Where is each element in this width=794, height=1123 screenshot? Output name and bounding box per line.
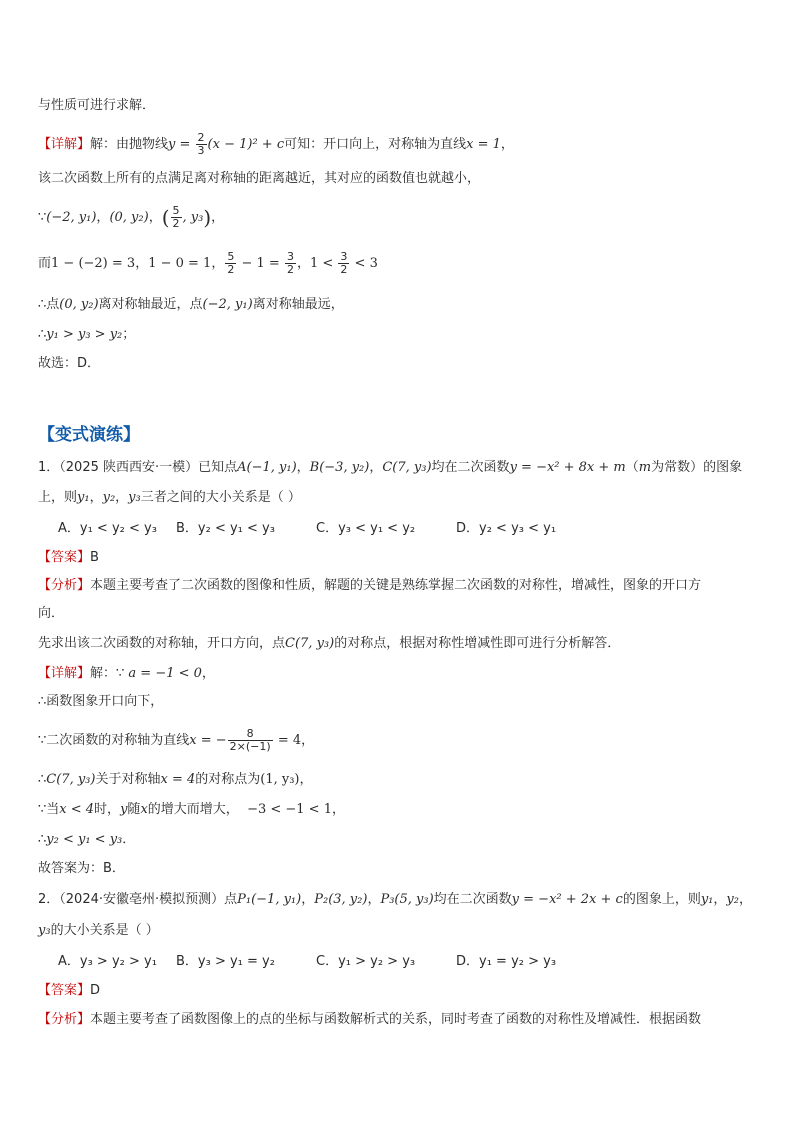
math: = 4 (273, 733, 302, 748)
text: （ (625, 460, 639, 475)
text: ， (296, 460, 310, 475)
text: ， (211, 210, 225, 225)
fraction: $\frac{3}{2}$ (340, 250, 348, 276)
math: < 3 (350, 256, 378, 271)
fraction: $\frac{3}{2}$ (286, 250, 294, 276)
text-line (38, 604, 758, 624)
text: y₃ (128, 490, 141, 505)
text: x (140, 802, 148, 817)
axis-line (38, 728, 758, 753)
math: 1 < (309, 256, 338, 271)
math: x < 4 (59, 802, 95, 817)
text: 1．（2025 陕西西安·一模）已知点 (38, 460, 238, 475)
answer-line (38, 548, 758, 568)
text: 故选：D． (38, 356, 101, 371)
text-line (38, 354, 758, 374)
text: 随 (127, 802, 141, 817)
text: ， (301, 733, 315, 748)
text: ， (500, 137, 514, 152)
text-line (38, 96, 758, 116)
math: P₂(3, y₂) (314, 892, 368, 907)
answer-line (38, 981, 758, 1001)
text: m (638, 460, 652, 475)
text: 的对称点为 (195, 772, 261, 787)
text: ， (369, 460, 383, 475)
text: ∵二次函数的对称轴为直线 (38, 733, 190, 748)
because-symbol: ∵ (38, 210, 47, 225)
detail-label: 【详解】 (38, 666, 91, 681)
math: x = 1 (466, 137, 501, 152)
text: ∴ (38, 832, 47, 847)
question-1-options (58, 519, 758, 539)
math: (0, y₂) (109, 210, 149, 225)
text-line (38, 325, 758, 345)
text: 的大小关系是（ ） (50, 923, 159, 938)
text: 可知：开口向上，对称轴为直线 (284, 137, 467, 152)
text: y₁ (77, 490, 90, 505)
math: a = −1 < 0 (128, 666, 202, 681)
option-d[interactable]: D．y₂ < y₃ < y₁ (456, 521, 557, 536)
text: ) (203, 205, 212, 230)
text: ∴ (38, 327, 47, 342)
text: 时， (94, 802, 121, 817)
text: 解：由抛物线 (90, 137, 169, 152)
detail-label: 【详解】 (38, 137, 91, 152)
math: (−2, y₁) (46, 210, 97, 225)
option-b[interactable]: B．y₃ > y₁ = y₂ (176, 954, 275, 969)
distance-line (38, 251, 758, 276)
math: (1, y₃) (260, 772, 300, 787)
text: ， (148, 210, 162, 225)
math: 1 − (−2) = 3 (51, 256, 136, 271)
text: y₂ (102, 490, 116, 505)
math: − 1 = (237, 256, 284, 271)
text: 的图象上，则 (622, 892, 701, 907)
math: y = (168, 137, 195, 152)
math: x = 4 (160, 772, 196, 787)
text: ∴点 (38, 297, 60, 312)
text: 该二次函数上所有的点满足离对称轴的距离越近，其对应的函数值也就越小， (38, 171, 481, 186)
text: 上，则 (38, 490, 78, 505)
option-d[interactable]: D．y₁ = y₂ > y₃ (456, 954, 557, 969)
text: ， (201, 666, 215, 681)
option-a[interactable]: A．y₃ > y₂ > y₁ (58, 954, 157, 969)
math: (−2, y₁) (202, 297, 253, 312)
text: ( (161, 205, 170, 230)
fraction: $\frac{5}{2}$ (227, 250, 235, 276)
text: 离对称轴最近，点 (98, 297, 203, 312)
math: y = −x² + 8x + m (509, 460, 626, 475)
analysis-line (38, 576, 758, 596)
text: 离对称轴最远， (252, 297, 344, 312)
analysis-label: 【分析】 (38, 1012, 91, 1027)
text: ， (296, 256, 310, 271)
text: 的对称点，根据对称性增减性即可进行分析解答． (334, 636, 621, 651)
math: x = − (189, 733, 227, 748)
math: , y₃ (182, 210, 204, 225)
text: 2．（2024·安徽亳州·模拟预测）点 (38, 892, 238, 907)
text: ， (299, 772, 313, 787)
analysis-line (38, 1010, 758, 1030)
math: C(7, y₃) (46, 772, 96, 787)
text: 而 (38, 256, 52, 271)
math: P₁(−1, y₁) (237, 892, 302, 907)
math: B(−3, y₂) (309, 460, 370, 475)
math: C(7, y₃) (285, 636, 335, 651)
analysis-label: 【分析】 (38, 578, 91, 593)
math: A(−1, y₁) (237, 460, 297, 475)
text: ， (331, 802, 345, 817)
text-line (38, 830, 758, 850)
text: ， (738, 892, 752, 907)
text: 均在二次函数 (431, 460, 510, 475)
text: ， (96, 210, 110, 225)
text: y₂ (726, 892, 739, 907)
text: ， (367, 892, 381, 907)
question-2-line-2 (38, 921, 758, 941)
math: −3 < −1 < 1 (247, 802, 332, 817)
text-line (38, 634, 758, 654)
answer-label: 【答案】 (38, 550, 91, 565)
option-c[interactable]: C．y₁ > y₂ > y₃ (316, 954, 416, 969)
option-b[interactable]: B．y₂ < y₁ < y₃ (176, 521, 275, 536)
text-line (38, 770, 758, 790)
option-c[interactable]: C．y₃ < y₁ < y₂ (316, 521, 416, 536)
text: 的增大而增大， (147, 802, 239, 817)
text: y₁ (700, 892, 714, 907)
text: 三者之间的大小关系是（ ） (140, 490, 301, 505)
math: y = −x² + 2x + c (511, 892, 623, 907)
text-line (38, 692, 758, 712)
option-a[interactable]: A．y₁ < y₂ < y₃ (58, 521, 157, 536)
math: C(7, y₃) (382, 460, 432, 475)
question-2-options (58, 952, 758, 972)
text: y₃ (38, 923, 51, 938)
detail-line (38, 664, 758, 684)
math: (x − 1)² + c (207, 137, 285, 152)
points-line (38, 205, 758, 230)
text: 解：∵ (90, 666, 129, 681)
text: 本题主要考查了函数图像上的点的坐标与函数解析式的关系，同时考查了函数的对称性及增减性．根据函数 (90, 1012, 702, 1027)
text-line (38, 169, 758, 189)
text: ∴ (38, 772, 47, 787)
fraction: $\frac{8}{2\times(-1)}$ (229, 727, 271, 753)
answer-value: D (90, 983, 101, 998)
math: P₃(5, y₃) (380, 892, 434, 907)
text: ∵当 (38, 802, 60, 817)
text: ， (713, 892, 727, 907)
text: ； (122, 327, 136, 342)
text: 均在二次函数 (433, 892, 512, 907)
text-line (38, 859, 758, 879)
math: 1 − 0 = 1 (148, 256, 212, 271)
math: (0, y₂) (59, 297, 99, 312)
math: y₂ < y₁ < y₃ (46, 832, 123, 847)
question-2-line-1 (38, 890, 758, 910)
text: 向． (38, 606, 65, 621)
text: 本题主要考查了二次函数的图像和性质，解题的关键是熟练掌握二次函数的对称性，增减性，图象的开口方 (90, 578, 702, 593)
section-title: 【变式演练】 (38, 425, 140, 445)
text: ， (301, 892, 315, 907)
text: y (120, 802, 128, 817)
text: 与性质可进行求解． (38, 98, 156, 113)
fraction: $\frac{2}{3}$ (197, 131, 205, 157)
question-1-line-1 (38, 458, 758, 478)
text-line (38, 295, 758, 315)
detail-line (38, 132, 758, 157)
text: ， (135, 256, 149, 271)
question-1-line-2: 上，则y₁，y₂，y₃三者之间的大小关系是（ ） (38, 490, 301, 505)
answer-value: B (90, 550, 99, 565)
text: ． (122, 832, 136, 847)
text-line (38, 800, 758, 820)
text: 故答案为：B． (38, 861, 125, 876)
text: 先求出该二次函数的对称轴，开口方向，点 (38, 636, 286, 651)
answer-label: 【答案】 (38, 983, 91, 998)
text: ∴函数图象开口向下， (38, 694, 164, 709)
text: ， (211, 256, 225, 271)
math: y₁ > y₃ > y₂ (46, 327, 123, 342)
fraction: $\frac{5}{2}$ (172, 204, 180, 230)
text: 为常数）的图象 (651, 460, 743, 475)
text: 关于对称轴 (95, 772, 161, 787)
